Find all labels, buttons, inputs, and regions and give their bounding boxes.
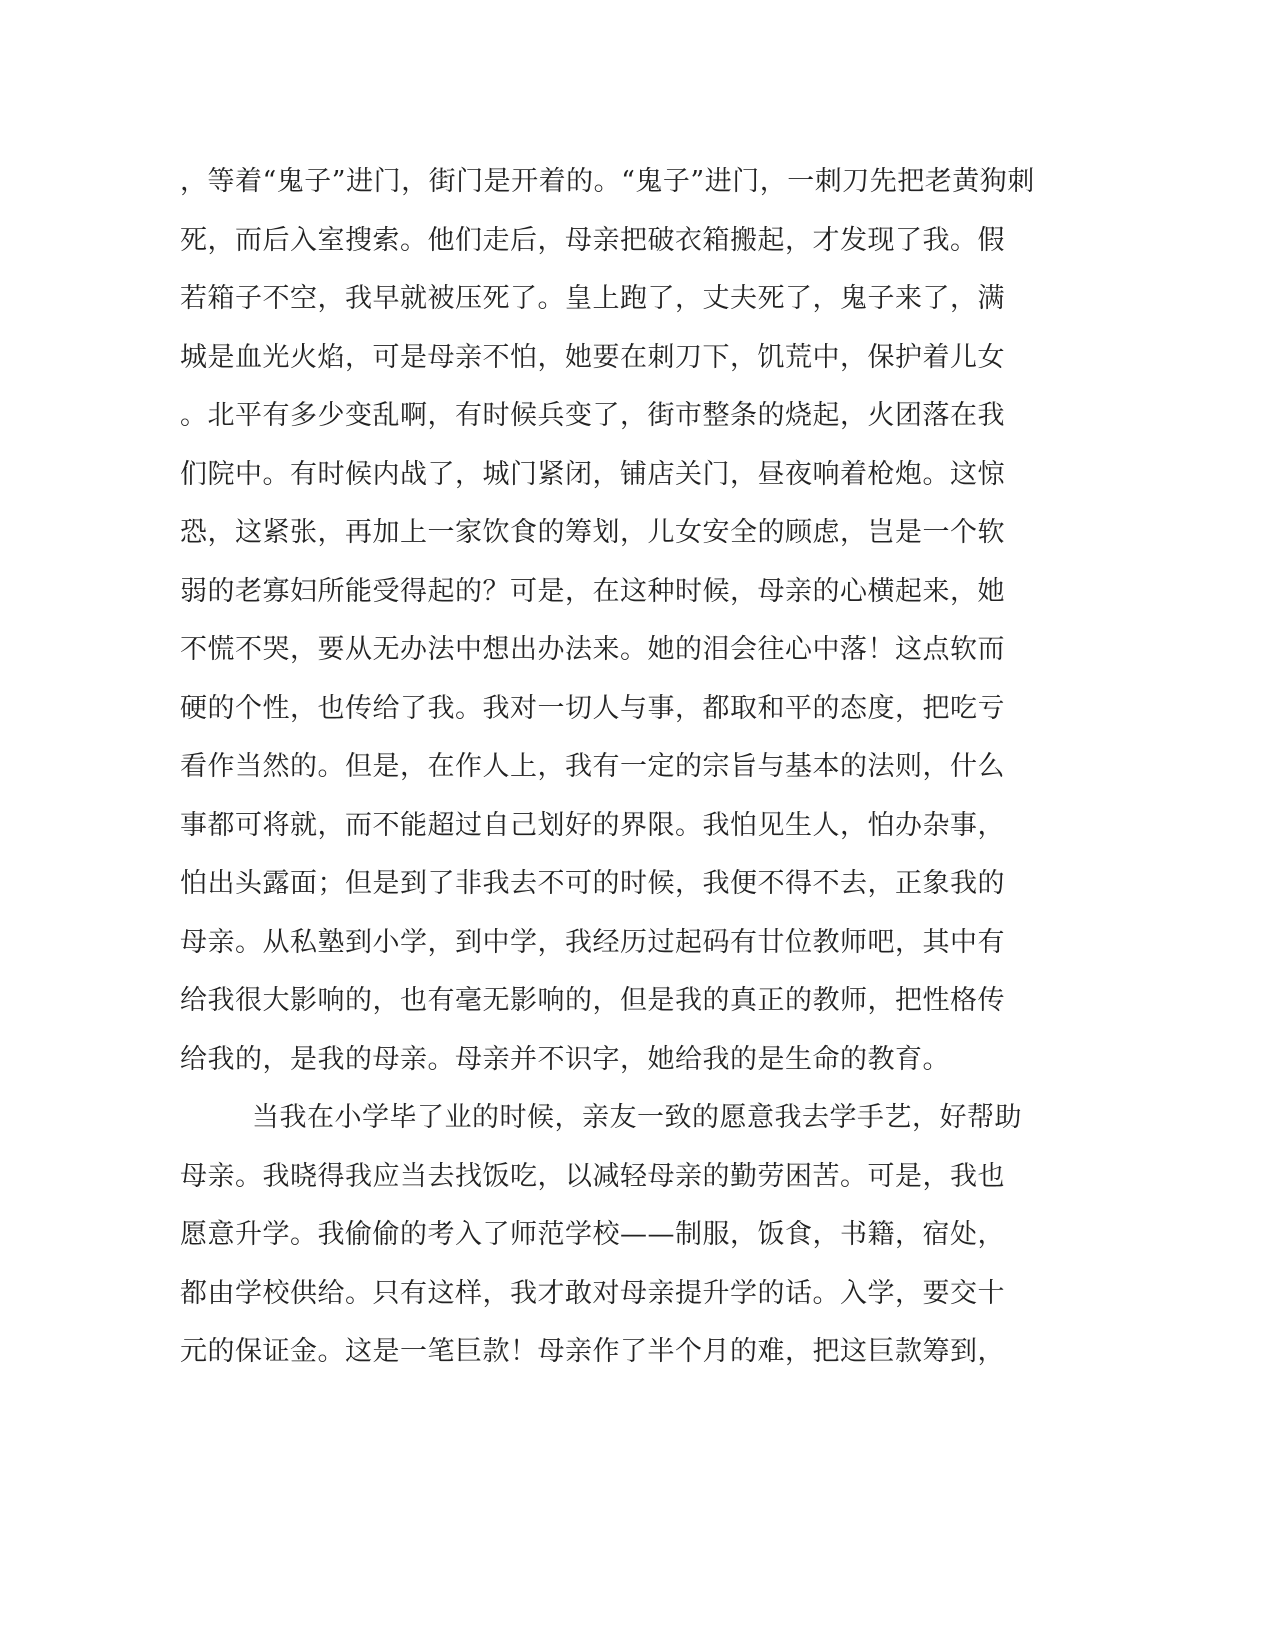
paragraph-first-line: 当我在小学毕了业的时候，亲友一致的愿意我去学手艺，好帮助 (252, 1102, 1022, 1133)
text-line: 元的保证金。这是一笔巨款！母亲作了半个月的难，把这巨款筹到， (180, 1336, 1005, 1367)
text-line: 城是血光火焰，可是母亲不怕，她要在刺刀下，饥荒中，保护着儿女 (180, 341, 1005, 373)
text-line: 恐，这紧张，再加上一家饮食的筹划，儿女安全的顾虑，岂是一个软 (180, 517, 1005, 548)
text-line: 不慌不哭，要从无办法中想出办法来。她的泪会往心中落！这点软而 (180, 634, 1005, 665)
text-line: 母亲。我晓得我应当去找饭吃，以减轻母亲的勤劳困苦。可是，我也 (180, 1160, 1005, 1192)
body-text (180, 162, 1080, 1391)
text-line: 死，而后入室搜索。他们走后，母亲把破衣箱搬起，才发现了我。假 (180, 224, 1005, 256)
text-line: 们院中。有时候内战了，城门紧闭，铺店关门，昼夜响着枪炮。这惊 (180, 458, 1005, 490)
text-line: 看作当然的。但是，在作人上，我有一定的宗旨与基本的法则，什么 (180, 751, 1005, 782)
text-line: 硬的个性，也传给了我。我对一切人与事，都取和平的态度，把吃亏 (180, 692, 1005, 724)
text-line: 愿意升学。我偷偷的考入了师范学校——制服，饭食，书籍，宿处， (180, 1219, 1005, 1250)
text-line: 母亲。从私塾到小学，到中学，我经历过起码有廿位教师吧，其中有 (180, 926, 1005, 958)
text-line: 怕出头露面；但是到了非我去不可的时候，我便不得不去，正象我的 (180, 868, 1005, 899)
text-line: 给我很大影响的，也有毫无影响的，但是我的真正的教师，把性格传 (180, 985, 1005, 1016)
text-line: 弱的老寡妇所能受得起的？可是，在这种时候，母亲的心横起来，她 (180, 575, 1005, 607)
text-line: 事都可将就，而不能超过自己划好的界限。我怕见生人，怕办杂事， (180, 809, 1005, 841)
text-line: 都由学校供给。只有这样，我才敢对母亲提升学的话。入学，要交十 (180, 1277, 1005, 1309)
text-line: 若箱子不空，我早就被压死了。皇上跑了，丈夫死了，鬼子来了，满 (180, 283, 1005, 314)
text-line: ，等着“鬼子”进门，街门是开着的。“鬼子”进门，一刺刀先把老黄狗刺 (180, 166, 1035, 197)
text-line: 给我的，是我的母亲。母亲并不识字，她给我的是生命的教育。 (180, 1043, 950, 1075)
text-line: 。北平有多少变乱啊，有时候兵变了，街市整条的烧起，火团落在我 (180, 400, 1005, 431)
